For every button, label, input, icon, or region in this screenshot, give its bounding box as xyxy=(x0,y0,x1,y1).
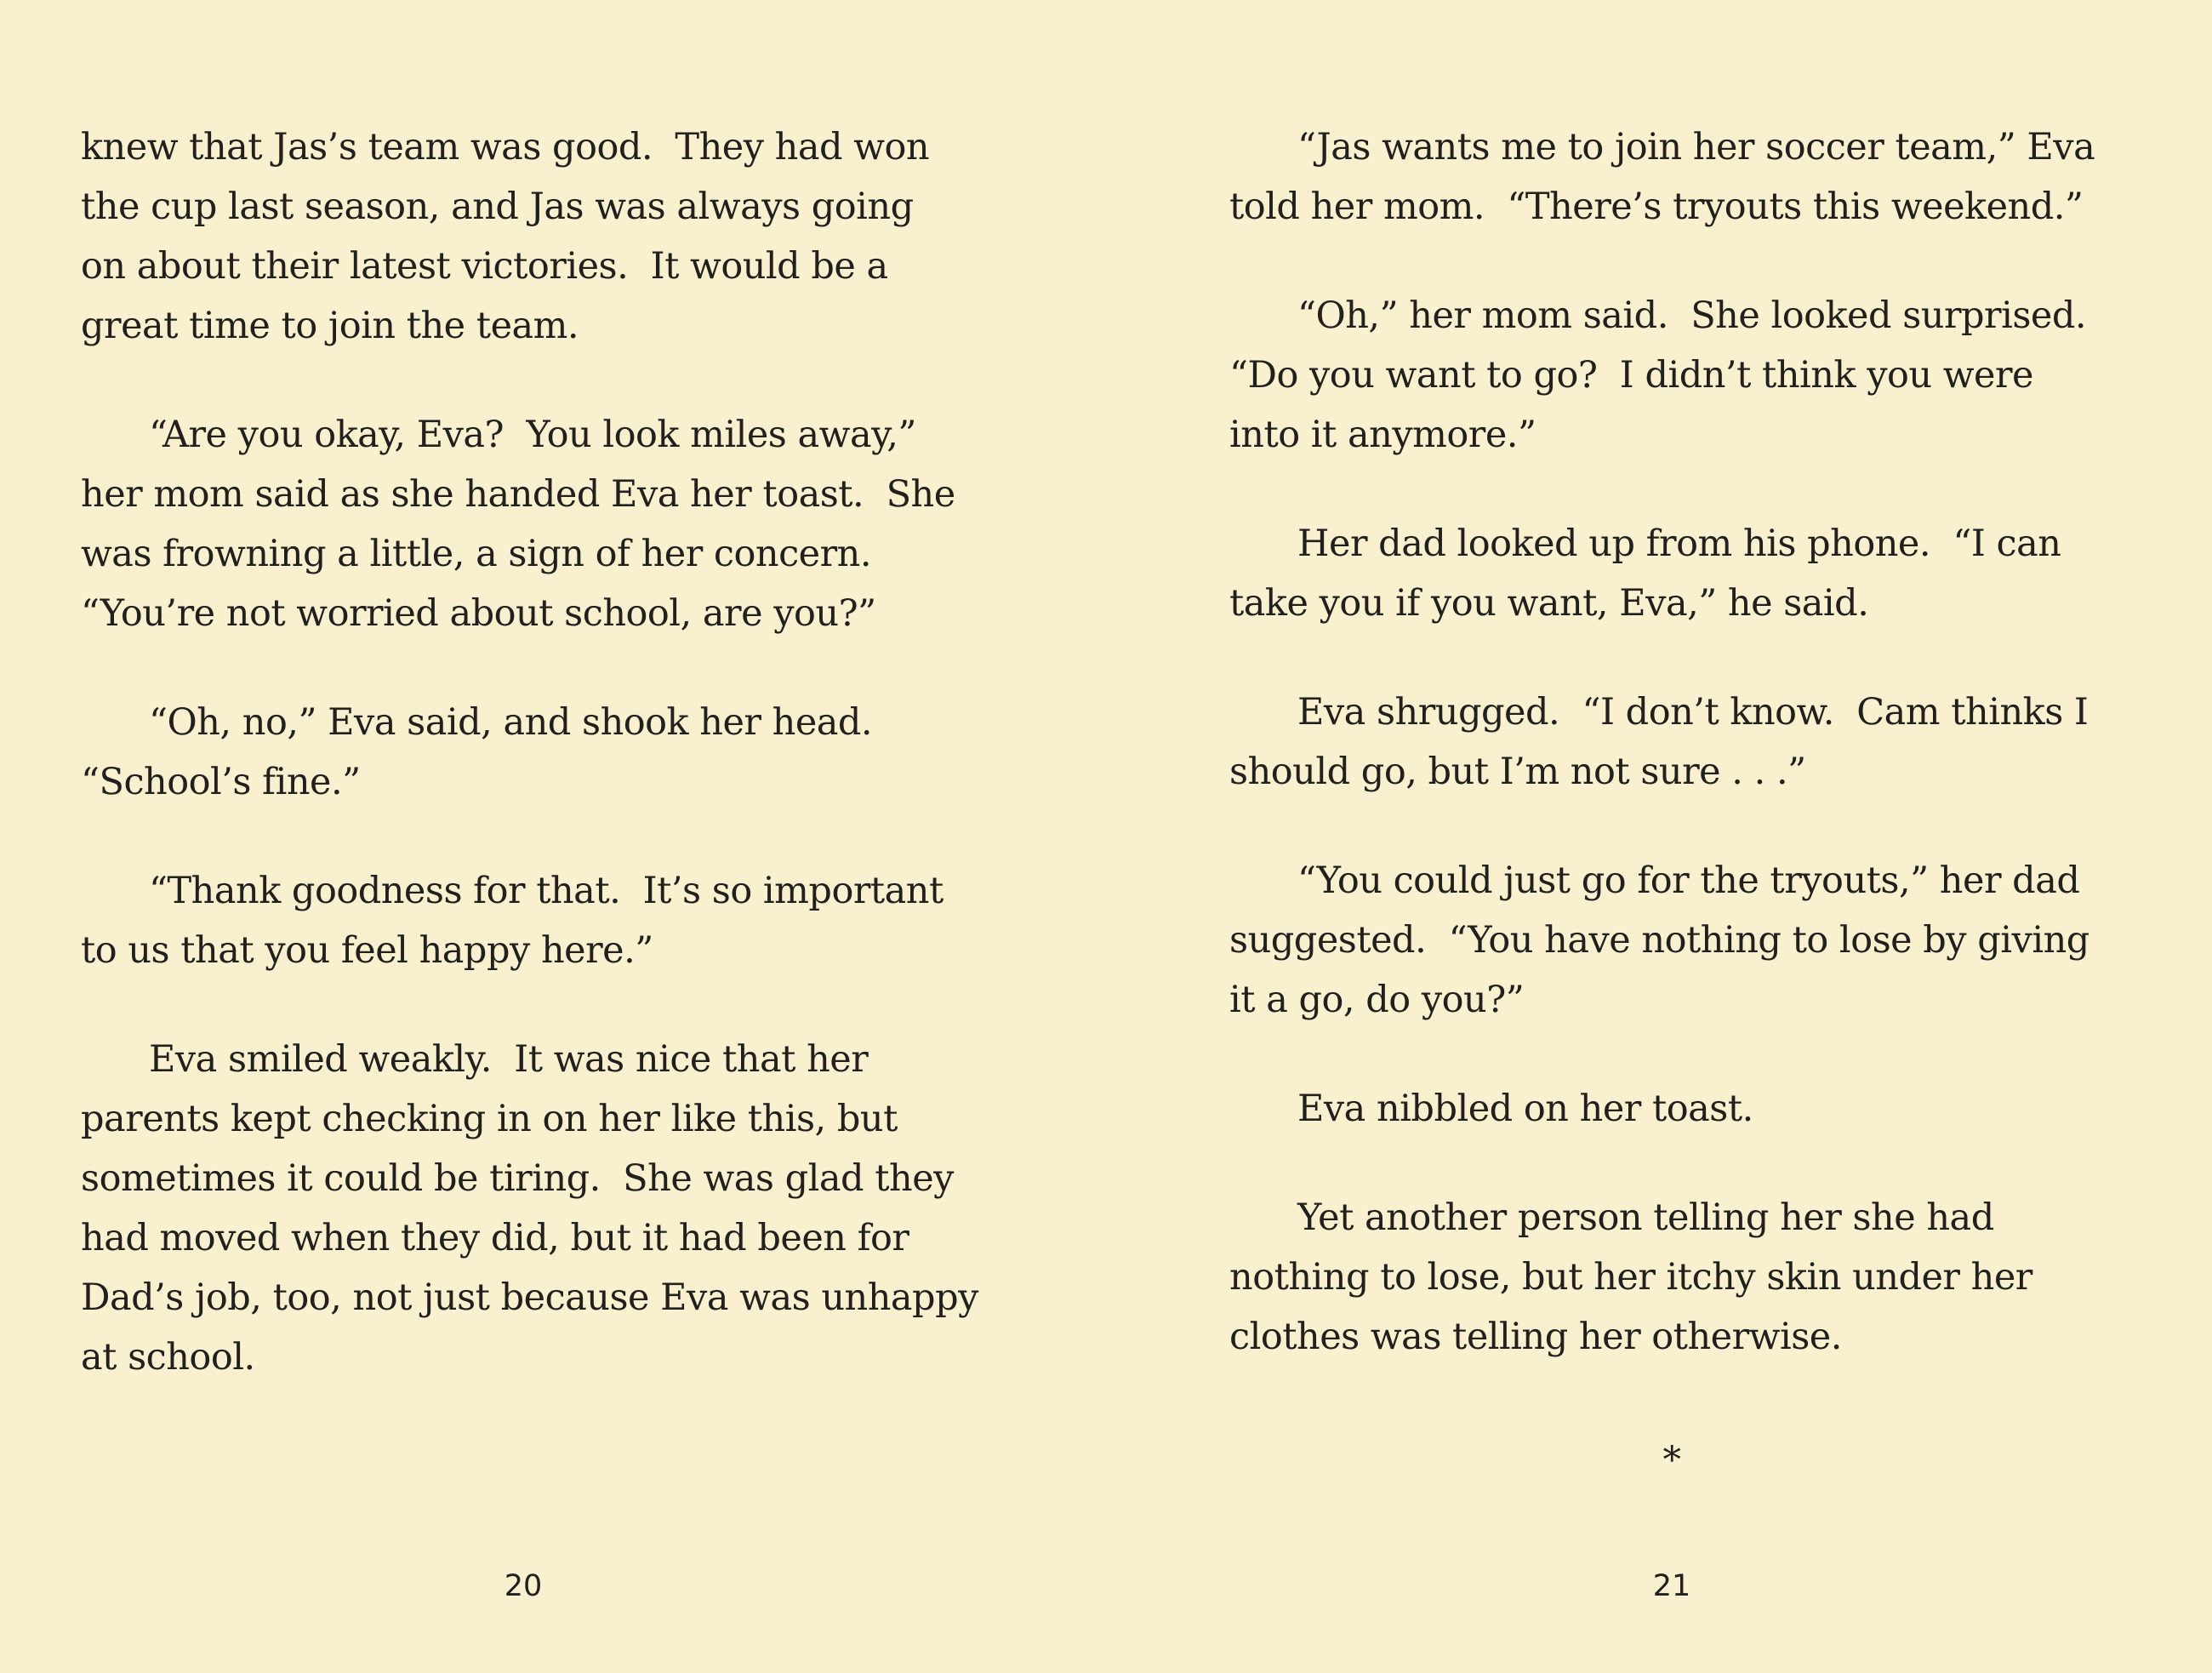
paragraph xyxy=(81,405,966,643)
text-line: “Jas wants me to join her soccer team,” Eva xyxy=(1297,126,2095,168)
text-line: “You could just go for the tryouts,” her dad xyxy=(1297,859,2080,902)
text-line: Dad’s job, too, not just because Eva was unhappy xyxy=(81,1276,978,1319)
text-line: “Oh,” her mom said. She looked surprised. xyxy=(1297,294,2087,337)
text-line: at school. xyxy=(81,1336,255,1379)
paragraph xyxy=(1229,286,2114,465)
paragraph xyxy=(1229,514,2114,633)
paragraph xyxy=(1229,851,2114,1030)
text-line: clothes was telling her otherwise. xyxy=(1229,1316,1842,1358)
text-line: Yet another person telling her she had xyxy=(1297,1196,1994,1239)
text-line: to us that you feel happy here.” xyxy=(81,929,653,972)
text-line: Eva shrugged. “I don’t know. Cam thinks I xyxy=(1297,691,2089,734)
text-line: “Oh, no,” Eva said, and shook her head. xyxy=(149,701,873,744)
paragraph xyxy=(1229,1079,2114,1139)
text-line: parents kept checking in on her like this, but xyxy=(81,1098,898,1140)
paragraph xyxy=(1229,682,2114,802)
text-line: should go, but I’m not sure . . .” xyxy=(1229,751,1806,793)
text-line: “Are you okay, Eva? You look miles away,” xyxy=(149,414,916,456)
paragraph xyxy=(1229,117,2114,237)
scene-break-asterisk: * xyxy=(1662,1439,1681,1482)
text-line: “School’s fine.” xyxy=(81,761,361,803)
text-line: sometimes it could be tiring. She was glad they xyxy=(81,1157,954,1200)
text-line: had moved when they did, but it had been for xyxy=(81,1217,909,1259)
text-line: was frowning a little, a sign of her concern. xyxy=(81,533,872,575)
text-line: Eva nibbled on her toast. xyxy=(1297,1088,1753,1130)
paragraph xyxy=(81,117,966,356)
paragraph xyxy=(81,861,966,980)
text-line: on about their latest victories. It would be a xyxy=(81,245,888,288)
text-line: into it anymore.” xyxy=(1229,414,1536,456)
paragraph xyxy=(1229,1188,2114,1367)
paragraph xyxy=(81,693,966,812)
text-line: suggested. “You have nothing to lose by giving xyxy=(1229,919,2089,962)
text-line: nothing to lose, but her itchy skin under her xyxy=(1229,1256,2032,1299)
text-line: “You’re not worried about school, are you?” xyxy=(81,592,876,635)
page-number-left: 20 xyxy=(504,1569,543,1603)
text-line: “Thank goodness for that. It’s so important xyxy=(149,870,944,912)
right-page-text-block xyxy=(1229,117,2114,1490)
left-page-text-block xyxy=(81,117,978,1387)
text-line: take you if you want, Eva,” he said. xyxy=(1229,582,1869,625)
text-line: her mom said as she handed Eva her toast. She xyxy=(81,473,955,516)
text-line: Her dad looked up from his phone. “I can xyxy=(1297,522,2061,565)
text-line: great time to join the team. xyxy=(81,305,579,347)
page-number-right: 21 xyxy=(1652,1569,1691,1603)
paragraph xyxy=(81,1030,978,1387)
text-line: told her mom. “There’s tryouts this weekend.” xyxy=(1229,186,2084,228)
text-line: knew that Jas’s team was good. They had won xyxy=(81,126,930,168)
text-line: Eva smiled weakly. It was nice that her xyxy=(149,1038,869,1081)
text-line: the cup last season, and Jas was always going xyxy=(81,186,914,228)
text-line: “Do you want to go? I didn’t think you were xyxy=(1229,354,2033,397)
text-line: it a go, do you?” xyxy=(1229,979,1525,1021)
